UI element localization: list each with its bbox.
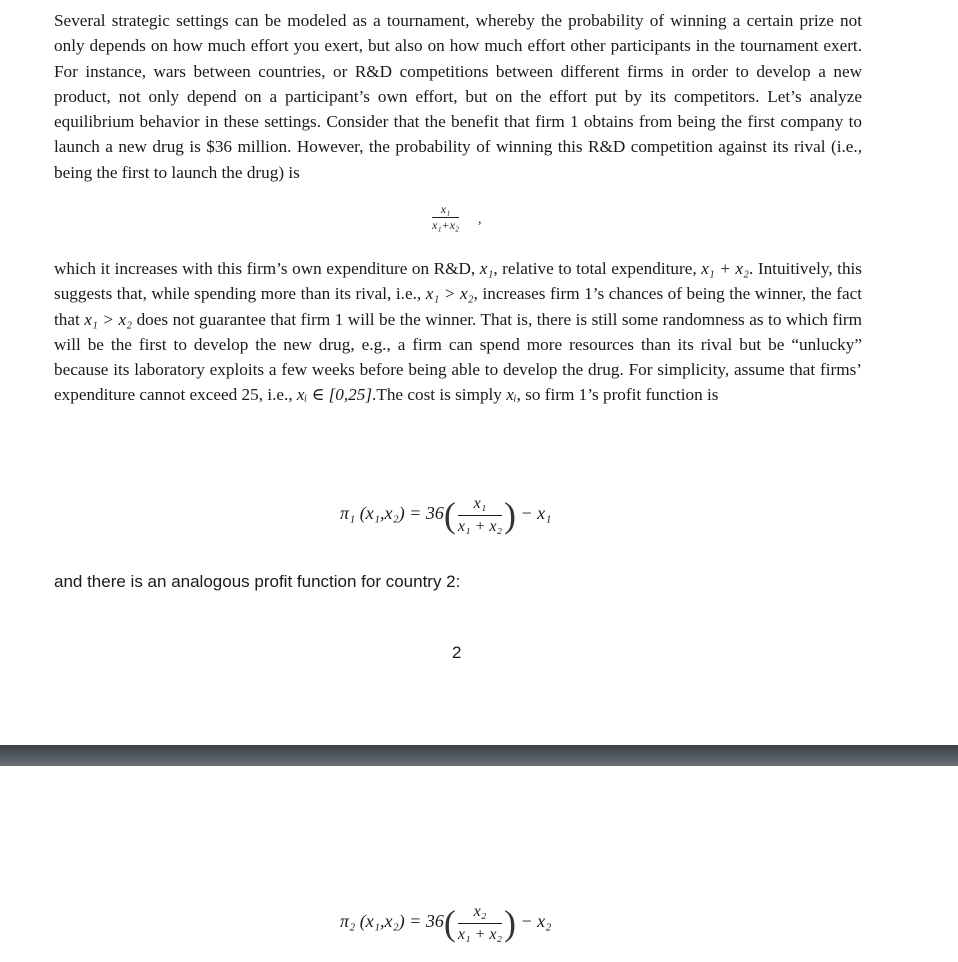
- p2-text-g: , so firm 1’s profit function is: [516, 385, 719, 405]
- profit-function-country2: [340, 902, 551, 944]
- page-divider-bar: [0, 745, 958, 766]
- p2-inequality-1: x₁ > x₂: [425, 284, 474, 304]
- analogous-function-text: and there is an analogous profit function for country 2:: [54, 572, 461, 591]
- p2-inequality-2: x₁ > x₂: [84, 309, 133, 329]
- eq1-lhs: π₁ (x₁,x₂) = 36: [340, 503, 444, 524]
- eq1-denominator: x₁ + x₂: [457, 517, 503, 535]
- eq1-numerator: x₁: [458, 495, 502, 516]
- p2-text-b: , relative to total expenditure,: [493, 259, 702, 278]
- p2-text-a: which it increases with this firm’s own expenditure on R&D,: [54, 259, 480, 278]
- intro-paragraph: Several strategic settings can be modeled as a tournament, whereby the probability of winning a certain prize not only depends on how much effort you exert, but also on how much effort other participants in the tournament exert. For instance, wars between countries, or R&D competitions between different firms in order to develop a new product, not only depend on a participant’s own effort, but on the effort put by its competitors. Let’s analyze equilibrium behavior in these settings. Consider that the benefit that firm 1 obtains from being the first company to launch a new drug is $36 million. However, the probability of winning this R&D competition against its rival (i.e., being the first to launch the drug) is: [54, 11, 862, 182]
- probability-comma: ,: [478, 212, 482, 227]
- p2-var-total: x₁ + x₂: [701, 259, 750, 278]
- eq2-open-paren: (: [443, 903, 456, 943]
- p2-var-xi: xᵢ: [506, 385, 517, 405]
- page-number: 2: [452, 643, 462, 662]
- p2-text-f: .The cost is simply: [372, 385, 507, 405]
- eq2-close-paren: ): [504, 903, 517, 943]
- eq2-numerator: x₂: [458, 903, 502, 924]
- p2-text-d: , increases firm 1’s chances of being the winner, the fact that: [54, 284, 862, 329]
- p2-range: xᵢ ∈ [0,25]: [296, 385, 373, 405]
- probability-fraction: [432, 202, 459, 233]
- probability-denominator: x₁+x₂: [432, 218, 460, 232]
- eq2-denominator: x₁ + x₂: [457, 925, 503, 943]
- eq1-close-paren: ): [504, 495, 517, 535]
- eq2-fraction: [458, 903, 502, 944]
- eq1-rhs: − x₁: [520, 503, 552, 524]
- explanation-paragraph: [54, 256, 862, 408]
- eq2-rhs: − x₂: [520, 911, 552, 932]
- profit-function-firm1: [340, 494, 551, 536]
- eq2-lhs: π₂ (x₁,x₂) = 36: [340, 911, 444, 932]
- p2-var-x1: x₁: [479, 259, 494, 278]
- probability-numerator: x₁: [432, 202, 459, 218]
- p2-text-e: does not guarantee that firm 1 will be the winner. That is, there is still some randomness as to which firm will be the first to develop the new drug, e.g., a firm can spend more resources than its rival but be “unlucky” because its laboratory exploits a few weeks before being able to develop the drug. For simplicity, assume that firms’ expenditure cannot exceed 25, i.e.,: [54, 309, 863, 405]
- eq1-open-paren: (: [443, 495, 456, 535]
- eq1-fraction: [458, 495, 502, 536]
- p2-text-c: . Intuitively, this suggests that, while spending more than its rival, i.e.,: [54, 259, 863, 304]
